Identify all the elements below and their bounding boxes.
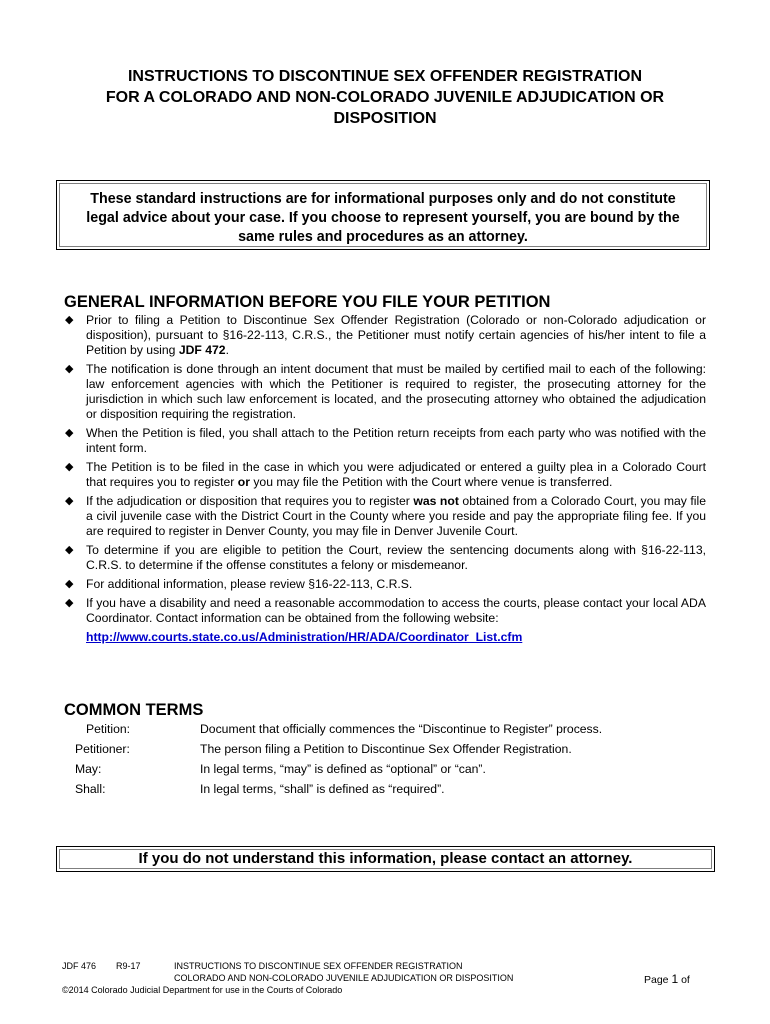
page-indicator [644, 973, 690, 986]
term-row [62, 739, 702, 759]
general-info-list [64, 313, 706, 649]
term-box-icon [62, 779, 72, 799]
diamond-bullet-icon: ◆ [65, 495, 74, 507]
bold-or: or [237, 475, 250, 489]
diamond-bullet-icon: ◆ [65, 461, 74, 473]
general-info-heading: GENERAL INFORMATION BEFORE YOU FILE YOUR PETITION [64, 293, 551, 311]
term-name: May: [75, 762, 102, 776]
list-item [64, 313, 706, 358]
list-item [64, 577, 706, 592]
bullet-text: When the Petition is filed, you shall attach to the Petition return receipts from each party who was notified with the intent form. [86, 426, 706, 455]
title-line-3: DISPOSITION [333, 110, 437, 127]
bullet-text: If the adjudication or disposition that requires you to register [86, 494, 414, 508]
bullet-text-end: obtained from a Colorado Court, you may file a civil juvenile case with the District Court in the County where you reside and pay the appropriate filing fee. If you are required to register in Denver County, you may file in Denver Juvenile Court. [86, 494, 706, 538]
bullet-text-end: you may file the Petition with the Court where venue is transferred. [249, 475, 613, 489]
form-code: JDF 476 [62, 961, 97, 971]
term-row [62, 779, 702, 799]
jdf-472-reference: JDF 472 [178, 343, 226, 357]
page-of: of [681, 974, 690, 986]
term-row [62, 759, 702, 779]
diamond-bullet-icon: ◆ [65, 578, 74, 590]
footer-copyright: ©2014 Colorado Judicial Department for use in the Courts of Colorado [62, 985, 343, 995]
diamond-bullet-icon: ◆ [65, 597, 74, 609]
term-definition: In legal terms, “may” is defined as “optional” or “can”. [200, 762, 486, 776]
term-row [62, 719, 702, 739]
term-box-icon [62, 739, 72, 759]
bullet-text: To determine if you are eligible to petition the Court, review the sentencing documents along with §16-22-113, C.R.S. to determine if the offense constitutes a felony or misdemeanor. [86, 543, 706, 572]
list-item [64, 426, 706, 456]
bullet-text: For additional information, please review §16-22-113, C.R.S. [86, 577, 413, 591]
title-line-1: INSTRUCTIONS TO DISCONTINUE SEX OFFENDER REGISTRATION [127, 68, 643, 85]
list-item [64, 460, 706, 490]
form-revision: R9-17 [116, 961, 141, 971]
bullet-text-end: . [225, 343, 229, 357]
term-definition: Document that officially commences the “Discontinue to Register” process. [200, 722, 603, 736]
page-number: 1 [671, 972, 679, 986]
diamond-bullet-icon: ◆ [65, 427, 74, 439]
disclaimer-line-2: legal advice about your case. If you choose to represent yourself, you are bound by the [86, 210, 680, 226]
title-line-2: FOR A COLORADO AND NON-COLORADO JUVENILE ADJUDICATION OR [105, 89, 665, 106]
document-title [60, 66, 710, 129]
list-item [64, 596, 706, 645]
term-name: Petitioner: [75, 742, 130, 756]
list-item [64, 543, 706, 573]
list-item [64, 494, 706, 539]
term-name: Petition: [86, 722, 131, 736]
contact-attorney-notice: If you do not understand this information, please contact an attorney. [56, 846, 715, 872]
bullet-text: The notification is done through an intent document that must be mailed by certified mail to each of the following: law enforcement agencies with which the Petitioner is required to register, the prosecuting attorney for the jurisdiction in which such law enforcement is located, and the prosecuting attorney who obtained the adjudication or disposition requiring the registration. [86, 362, 706, 421]
term-box-icon [62, 719, 72, 739]
page-label: Page [644, 974, 669, 986]
common-terms-list [62, 719, 702, 799]
list-item [64, 362, 706, 422]
diamond-bullet-icon: ◆ [65, 363, 74, 375]
footer-title-line-2: COLORADO AND NON-COLORADO JUVENILE ADJUDICATION OR DISPOSITION [174, 973, 514, 983]
diamond-bullet-icon: ◆ [65, 544, 74, 556]
term-box-icon [62, 759, 72, 779]
common-terms-heading: COMMON TERMS [64, 701, 204, 719]
bold-was-not: was not [413, 494, 459, 508]
diamond-bullet-icon: ◆ [65, 314, 74, 326]
disclaimer-line-3: same rules and procedures as an attorney. [238, 229, 528, 245]
bullet-text: The Petition is to be filed in the case in which you were adjudicated or entered a guilty plea in a Colorado Court that requires you to register [86, 460, 706, 489]
term-definition: The person filing a Petition to Discontinue Sex Offender Registration. [200, 742, 572, 756]
disclaimer-box [56, 180, 710, 250]
bullet-text: If you have a disability and need a reasonable accommodation to access the courts, please contact your local ADA Coordinator. Contact information can be obtained from the following website: [86, 596, 706, 625]
ada-coordinator-link[interactable]: http://www.courts.state.co.us/Administration/HR/ADA/Coordinator_List.cfm [86, 630, 523, 644]
footer-title-line-1: INSTRUCTIONS TO DISCONTINUE SEX OFFENDER REGISTRATION [174, 961, 463, 971]
term-name: Shall: [75, 782, 106, 796]
bullet-text: Prior to filing a Petition to Discontinue Sex Offender Registration (Colorado or non-Colorado adjudication or disposition), pursuant to §16-22-113, C.R.S., the Petitioner must notify certain agencies of his/her intent to file a Petition by using [86, 313, 706, 357]
term-definition: In legal terms, “shall” is defined as “required”. [200, 782, 445, 796]
disclaimer-line-1: These standard instructions are for informational purposes only and do not constitute [90, 191, 676, 207]
